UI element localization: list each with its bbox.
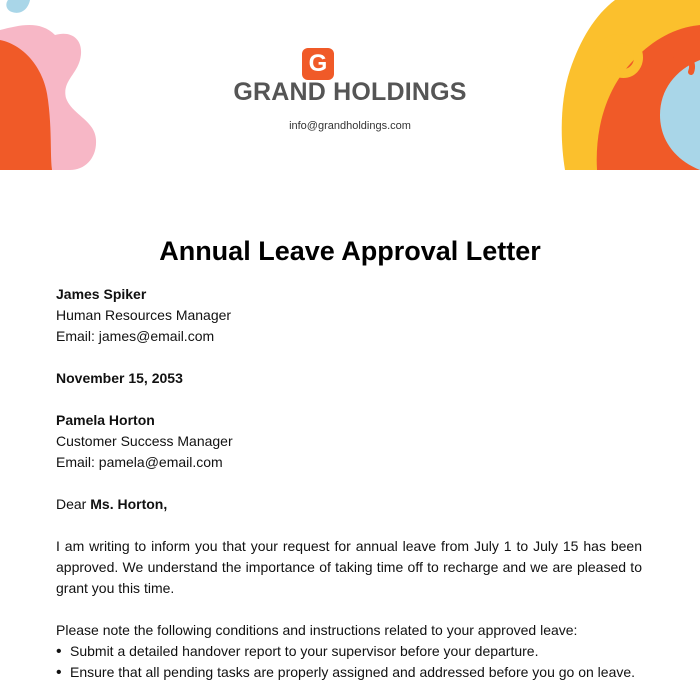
sender-name: James Spiker [56, 286, 147, 302]
letterhead [0, 0, 700, 170]
recipient-role: Customer Success Manager [56, 433, 233, 449]
company-email: info@grandholdings.com [289, 120, 411, 132]
letter-title: Annual Leave Approval Letter [159, 236, 541, 266]
conditions-list [56, 641, 642, 683]
conditions-section [56, 620, 642, 683]
sender-role: Human Resources Manager [56, 307, 232, 323]
recipient-block [56, 410, 642, 473]
body-paragraph-1: I am writing to inform you that your request for annual leave from July 1 to July 15 has been approved. We understand the importance of taking time off to recharge and we are pleased to grant you this time. [56, 538, 642, 596]
recipient-name: Pamela Horton [56, 412, 155, 428]
company-logo-icon [302, 48, 334, 80]
conditions-intro: Please note the following conditions and instructions related to your approved leave: [56, 622, 578, 638]
list-item: • Submit a detailed handover report to your supervisor before your departure. [56, 641, 642, 662]
list-item: • Ensure that all pending tasks are properly assigned and addressed before you go on leave. [56, 662, 642, 683]
sender-block [56, 284, 642, 347]
salutation [56, 494, 642, 515]
salutation-name: Ms. Horton, [90, 496, 168, 512]
salutation-prefix: Dear [56, 496, 87, 512]
company-name: GRAND HOLDINGS [233, 78, 467, 106]
recipient-email: Email: pamela@email.com [56, 454, 223, 470]
logo-letter: G [308, 50, 328, 77]
blue-blob-shape [6, 0, 30, 13]
sender-email: Email: james@email.com [56, 328, 215, 344]
letter-date: November 15, 2053 [56, 370, 183, 386]
